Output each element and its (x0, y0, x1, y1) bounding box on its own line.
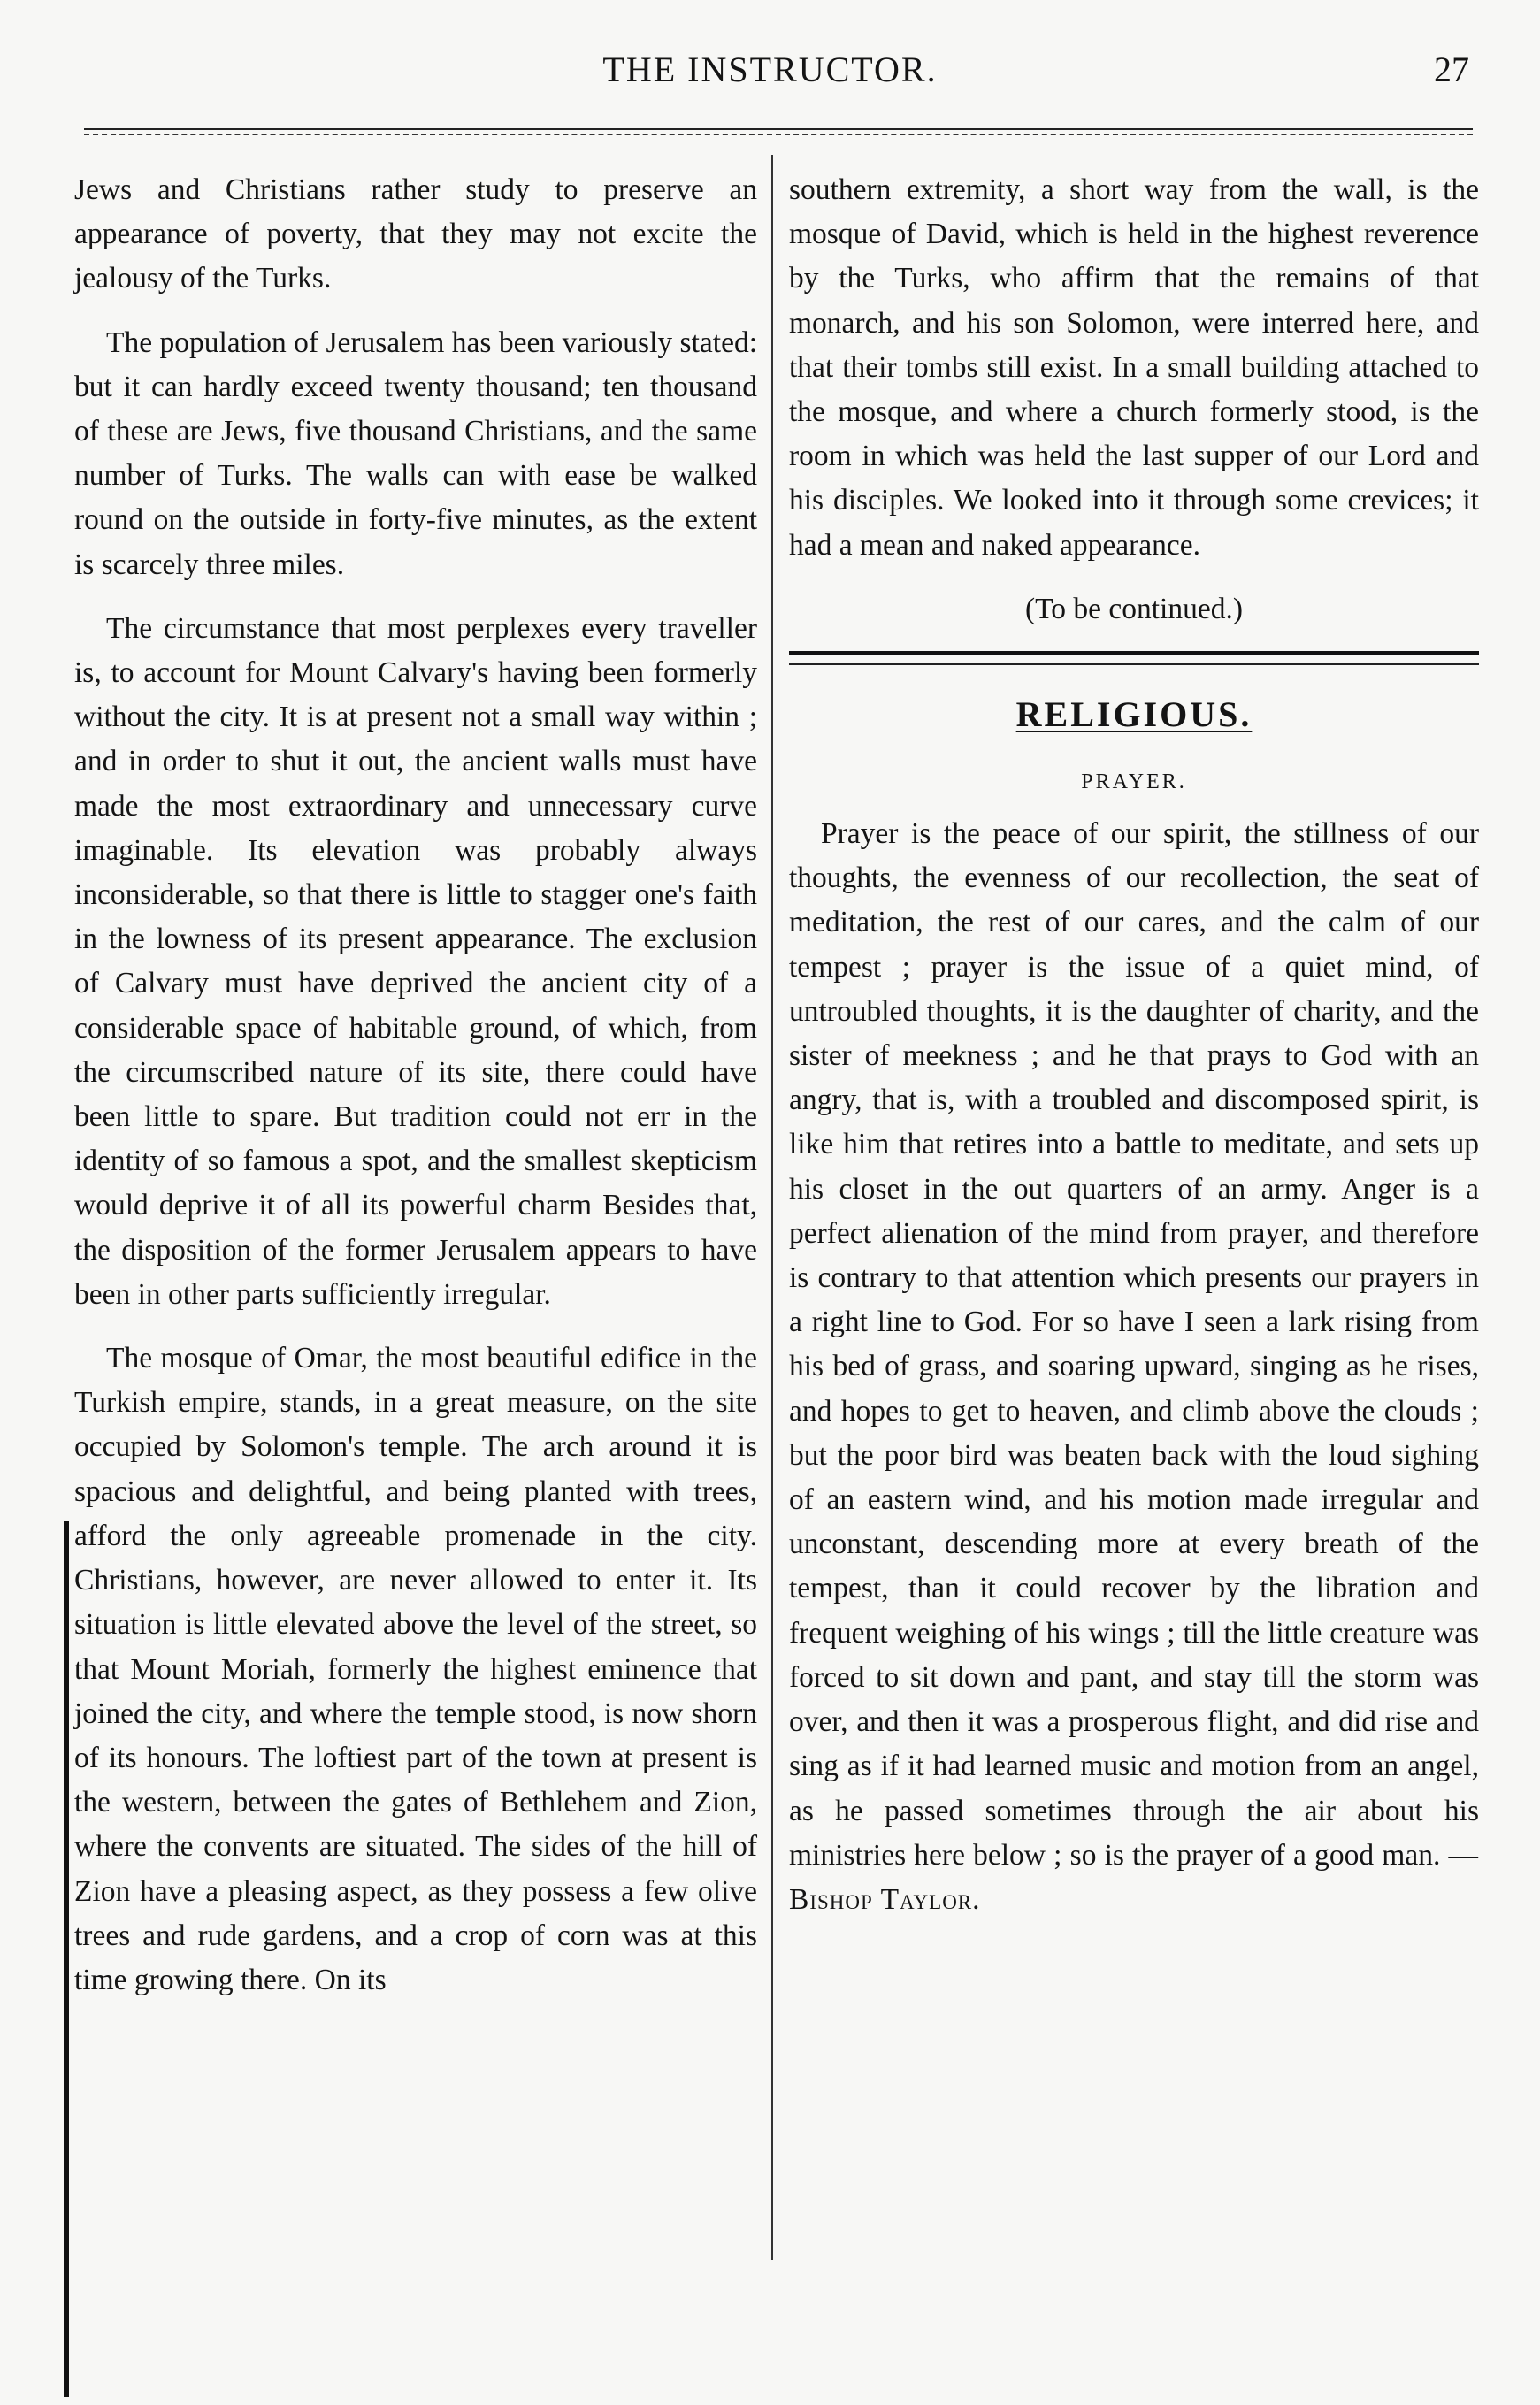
right-column (789, 168, 1479, 1942)
column-divider (771, 155, 773, 2260)
attribution: —Bishop Taylor. (789, 1838, 1480, 1916)
paragraph (789, 812, 1479, 1922)
section-rule (789, 651, 1479, 665)
article-body: Prayer is the peace of our spirit, the stillness of our thoughts, the evenness of our recollection, the seat of meditation, the rest of our cares, and the calm of our tempest ; prayer is the issue of a quiet mind, of untroubled thoughts, it is the daughter of charity, and the sister of meekness ; and he that prays to God with an angry, that is, with a troubled and discomposed spirit, is like him that retires into a battle to meditate, and sets up his closet in the out quarters of an army. Anger is a perfect alienation of the mind from prayer, and therefore is contrary to that attention which presents our prayers in a right line to God. For so have I seen a lark rising from his bed of grass, and soaring upward, singing as he rises, and hopes to get to heaven, and climb above the clouds ; but the poor bird was beaten back with the loud sighing of an eastern wind, and his motion made irregular and unconstant, descending more at every breath of the tempest, than it could recover by the libration and frequent weighing of his wings ; till the little creature was forced to sit down and pant, and stay till the storm was over, and then it was a prosperous flight, and did rise and sing as if it had learned music and motion from an angel, as he passed sometimes through the air about his ministries here below ; so is the prayer of a good man. (789, 817, 1479, 1872)
header-rule (84, 128, 1473, 135)
paragraph: The circumstance that most perplexes every traveller is, to account for Mount Calvary's having been formerly without the city. It is at present not a small way within ; and in order to shut it out, the ancient walls must have made the most extraordinary and unnecessary curve imaginable. Its elevation was probably always inconsiderable, so that there is little to stagger one's faith in the lowness of its present appearance. The exclusion of Calvary must have deprived the ancient city of a considerable space of habitable ground, of which, from the circumscribed nature of its site, there could have been little to spare. But tradition could not err in the identity of so famous a spot, and the smallest skepticism would deprive it of all its powerful charm Besides that, the disposition of the former Jerusalem appears to have been in other parts sufficiently irregular. (74, 611, 757, 1311)
running-header (0, 49, 1540, 102)
section-heading: RELIGIOUS. (1015, 694, 1253, 735)
left-column (74, 168, 757, 2022)
to-be-continued: (To be continued.) (1024, 592, 1244, 625)
page-number: 27 (1434, 50, 1469, 89)
paragraph: The population of Jerusalem has been variously stated: but it can hardly exceed twenty thousand; ten thousand of these are Jews, five thousand Christians, and the same number of Turks. The walls can with ease be walked round on the outside in forty-five minutes, as the extent is scarcely three miles. (74, 326, 757, 581)
paragraph: The mosque of Omar, the most beautiful edifice in the Turkish empire, stands, in a great measure, on the site occupied by Solomon's temple. The arch around it is spacious and delightful, and being planted with trees, afford the only agreeable promenade in the city. Christians, however, are never allowed to enter it. Its situation is little elevated above the level of the street, so that Mount Moriah, formerly the highest eminence that joined the city, and where the temple stood, is now shorn of its honours. The loftiest part of the town at present is the western, between the gates of Bethlehem and Zion, where the convents are situated. The sides of the hill of Zion have a pleasing aspect, as they possess a few olive trees and rude gardens, and a crop of corn was at this time growing there. On its (74, 1342, 757, 1996)
binding-edge-mark (64, 1521, 69, 2397)
article-title: PRAYER. (1081, 770, 1187, 794)
paragraph: southern extremity, a short way from the wall, is the mosque of David, which is held in the highest reverence by the Turks, who affirm that the remains of that monarch, and his son Solomon, were interred here, and that their tombs still exist. In a small building attached to the mosque, and where a church formerly stood, is the room in which was held the last supper of our Lord and his disciples. We looked into it through some crevices; it had a mean and naked appearance. (789, 173, 1479, 562)
running-title: THE INSTRUCTOR. (602, 50, 938, 89)
paragraph: Jews and Christians rather study to preserve an appearance of poverty, that they may not excite the jealousy of the Turks. (74, 173, 757, 295)
